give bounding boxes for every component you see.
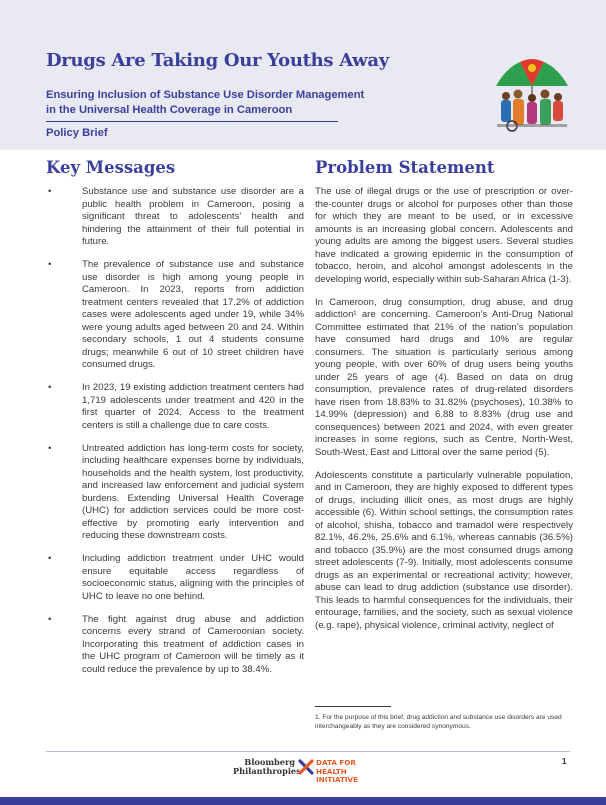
dfhi-logo-line1: DATA FOR bbox=[316, 758, 356, 767]
key-message-item: • Substance use and substance use disorder are a public health problem in Cameroon, posing a significant threat to adolescents’ health and hindering the attainment of their full potential in future. bbox=[46, 186, 304, 249]
key-message-item: • Including addiction treatment under UHC would ensure equitable access regardless of socioeconomic status, aligning with the principles of UHC to leave no one behind. bbox=[46, 553, 304, 603]
page-title: Drugs Are Taking Our Youths Away bbox=[46, 50, 389, 71]
bloomberg-philanthropies-logo bbox=[233, 757, 301, 776]
problem-paragraph: Adolescents constitute a particularly vulnerable population, and in Cameroon, they are highly exposed to different types of drugs, including illicit ones, as most drugs are highly accessible (6). Within school settings, the consumption rates of alcohol, shisha, tobacco and tramadol were respectively 82.1%, 46.2%, 25.6% and 6.1%, whereas cannabis (36.5%) and tobacco (35.9%) are the most consumed drugs among street adolescents (7-9). Initially, most adolescents consume drugs as an experimental or recreational activity; however, abuse can lead to drug addiction (substance use disorder). This leads to harmful consequences for the individuals, their entourage, families, and the society, such as sexual violence (e.g. rape), physical violence, criminal activity, neglect of bbox=[315, 469, 573, 631]
header-divider bbox=[46, 121, 338, 122]
footnote-divider bbox=[315, 706, 391, 707]
key-message-item: • In 2023, 19 existing addiction treatment centers had 1,719 adolescents under treatment and 420 in the first quarter of 2024. Access to the treatment centers is still a challenge due to care costs. bbox=[46, 382, 304, 432]
problem-statement-section bbox=[315, 186, 573, 643]
footer-divider bbox=[46, 751, 570, 752]
problem-paragraph: In Cameroon, drug consumption, drug abuse, and drug addiction¹ are concerning. Cameroon’s Anti-Drug National Committee estimated that 21% of the nation’s population have consumed hard drugs and 10% are regular consumers. The situation is particularly serious among young people, with over 60% of drug users being youths under 25 years of age (4). Based on data on drug consumption, prevalence rates of drug-related disorders have risen from 18.83% to 31.82% (psychoses), 10.38% to 14.99% (depression) and 6.88 to 8.83% (drug use and consequences) between 2021 and 2024, with even greater increases in some regions, such as Centre, North-West, South-West, East and Littoral over the same period (5). bbox=[315, 296, 573, 458]
data-for-health-x-icon bbox=[298, 759, 314, 775]
footnote: 1. For the purpose of this brief, drug addiction and substance use disorders are used interchangeably as they are considered synonymous. bbox=[315, 714, 562, 730]
dfhi-logo-line2: HEALTH INITIATIVE bbox=[316, 766, 358, 784]
bloomberg-logo-line1: Bloomberg bbox=[244, 757, 295, 767]
bloomberg-logo-line2: Philanthropies bbox=[233, 766, 301, 776]
key-messages-heading: Key Messages bbox=[46, 158, 176, 177]
key-message-item: • Untreated addiction has long-term costs for society, including healthcare expenses borne by individuals, households and the health system, lost productivity, and increased law enforcement and judicial system burdens. Extending Universal Health Coverage (UHC) for addiction services could be more cost-effective by promoting early intervention and reducing these downstream costs. bbox=[46, 443, 304, 543]
page-number: 1 bbox=[562, 757, 567, 766]
document-type-label: Policy Brief bbox=[46, 127, 108, 139]
community-umbrella-logo bbox=[492, 52, 572, 134]
key-message-item: • The fight against drug abuse and addiction concerns every strand of Cameroonian society. Incorporating this treatment of addiction cases in the UHC program of Cameroon will be timely as it could reduce the prevalence by up to 38.4%. bbox=[46, 614, 304, 677]
problem-statement-heading: Problem Statement bbox=[315, 158, 495, 177]
problem-paragraph: The use of illegal drugs or the use of prescription or over-the-counter drugs or alcohol for purposes other than those for which they are meant to be used, or in excessive amounts is an increasing global concern. Adolescents and young adults are among the biggest users. Several studies have indicated a growing epidemic in the consumption of tobacco, heroin, and alcohol amongst adolescents in the developing world, especially within sub-Saharan Africa (1-3). bbox=[315, 186, 573, 285]
data-for-health-logo bbox=[316, 759, 373, 785]
page-subtitle: Ensuring Inclusion of Substance Use Disorder Management in the Universal Health Coverage in Cameroon bbox=[46, 89, 365, 116]
footer-logos bbox=[233, 757, 373, 784]
bottom-accent-bar bbox=[0, 797, 606, 805]
key-message-item: • The prevalence of substance use and substance use disorder is high among young people in Cameroon. In 2023, reports from addiction treatment centers revealed that 17.2% of addiction cases were adolescents aged under 19, while 34% were young adults aged between 20 and 24. Within secondary schools, 1 out 4 students consume drugs; meanwhile 6 out of 10 street children have consumed drugs. bbox=[46, 259, 304, 372]
key-messages-list bbox=[46, 186, 304, 676]
key-messages-section bbox=[46, 186, 304, 687]
